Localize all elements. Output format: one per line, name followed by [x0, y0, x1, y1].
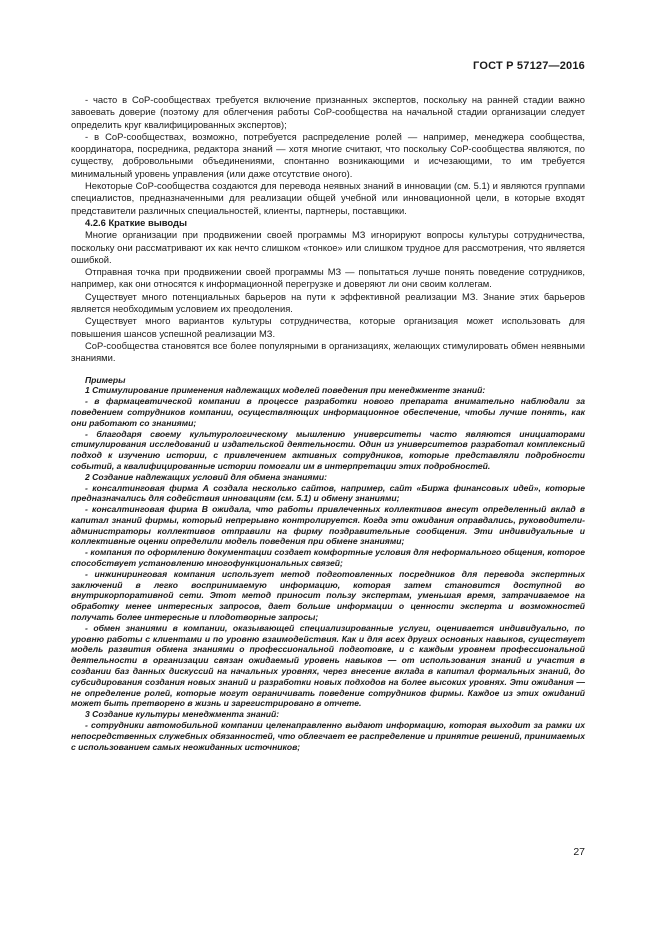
paragraph: Отправная точка при продвижении своей программы МЗ — попытаться лучше понять поведение сотрудников, например, как они относятся к информационной перегрузке и доверяют ли они своим коллегам. [71, 266, 585, 290]
example-item: - благодаря своему культурологическому мышлению университеты часто являются инициаторами стимулирования исследований и издательской деятельности. Один из университетов разработал комплексный подход к изучению истории, с привлечением активных сотрудников, которые представляли подробности событий, а квалифицированные истории помогали им в интерпретации этих подробностей. [71, 428, 585, 471]
examples-title: Примеры [85, 374, 126, 385]
example-item: - сотрудники автомобильной компании целенаправленно выдают информацию, которая выходит за рамки их непосредственных служебных обязанностей, что облегчает ее распределение и принятие решений, принимаемых с использованием самых неожиданных источников; [71, 720, 585, 752]
example-item: - компания по оформлению документации создает комфортные условия для неформального общения, которое способствует установлению многофункциональных связей; [71, 547, 585, 569]
example-item: - консалтинговая фирма А создала несколько сайтов, например, сайт «Биржа финансовых идей», которые предназначались для содействия инновациям (см. 5.1) и обмену знаниями; [71, 482, 585, 504]
paragraph: Многие организации при продвижении своей программы МЗ игнорируют вопросы культуры сотрудничества, поскольку они рассматривают их как нечто слишком «тонкое» или слишком трудное для рассмотрения, что является ошибкой. [71, 229, 585, 265]
example-item: - обмен знаниями в компании, оказывающей специализированные услуги, оценивается индивидуально, по уровню работы с клиентами и по уровню взаимодействия. Как и для всех других основных навыков, существует модель развития обмена знаниями о профессиональной подготовке, и с каждым уровнем профессиональной деятельности в организации связан ожидаемый уровень навыков — от использования знаний и участия в создании баз данных дискуссий на начальных уровнях, через внесение вклада в капитал формальных знаний, до субсидирования создания новых знаний и разработки новых подходов на более высоких уровнях. Эти ожидания — не определение ролей, которые могут ограничивать поведение сотрудников фирмы. Каждое из этих ожиданий может быть претворено в жизнь и зарегистрировано в отчете. [71, 622, 585, 709]
example-heading: 2 Создание надлежащих условий для обмена знаниями: [85, 471, 327, 482]
paragraph: - часто в CoP-сообществах требуется включение признанных экспертов, поскольку на ранней стадии важно завоевать доверие (поэтому для облегчения работы CoP-сообщества на начальной стадии организации следует определить круг квалифицированных экспертов); [71, 94, 585, 130]
example-heading: 3 Создание культуры менеджмента знаний: [85, 709, 280, 720]
paragraph: Существует много потенциальных барьеров на пути к эффективной реализации МЗ. Знание этих барьеров является необходимым условием их преодоления. [71, 290, 585, 315]
standard-header: ГОСТ Р 57127—2016 [473, 60, 585, 72]
example-item: - инжиниринговая компания использует метод подготовленных посредников для перевода экспертных заключений в легко воспринимаемую информацию, которая затем становится доступной во внутрикорпоративной сети. Этот метод приносит пользу экспертам, уменьшая время, затрачиваемое на обработку менее интересных запросов, дает больше информации о ценности эксперта и возможностей получать более интересные и плодотворные запросы; [71, 568, 585, 623]
paragraph: Существует много вариантов культуры сотрудничества, которые организация может использовать для повышения шансов успешной реализации МЗ. [71, 315, 585, 339]
example-item: - консалтинговая фирма В ожидала, что работы привлеченных коллективов внесут определенный вклад в капитал знаний фирмы, который непрерывно контролируется. Когда эти ожидания оправдались, руководители-администраторы коллективов отправили на фирму поздравительные сообщения. Эти индивидуальные и коллективные оценки определили модель поведения при обмене знаниями; [71, 504, 585, 547]
example-heading: 1 Стимулирование применения надлежащих моделей поведения при менеджменте знаний: [85, 385, 486, 396]
section-heading: 4.2.6 Краткие выводы [85, 216, 187, 228]
example-item: - в фармацевтической компании в процессе разработки нового препарата внимательно наблюдали за поведением сотрудников компании, осуществляющих информационное обеспечение, чтобы лучше понять, как они работают со знаниями; [71, 396, 585, 428]
document-body [71, 94, 585, 752]
paragraph: Некоторые CoP-сообщества создаются для перевода неявных знаний в инновации (см. 5.1) и являются группами специалистов, предназначенными для реализации общей учебной или инновационной цели, в которые входят представители различных специальностей, клиенты, партнеры, поставщики. [71, 180, 585, 216]
examples-block [71, 375, 585, 753]
page-number: 27 [573, 846, 585, 858]
paragraph: - в CoP-сообществах, возможно, потребуется распределение ролей — например, менеджера сообщества, координатора, посредника, редактора знаний — хотя многие считают, что поскольку CoP-сообщества являются, по существу, добровольными объединениями, спонтанно возникающими и исчезающими, то им требуется минимальный уровень управления (или даже отсутствие оного). [71, 130, 585, 179]
paragraph: CoP-сообщества становятся все более популярными в организациях, желающих стимулировать обмен неявными знаниями. [71, 339, 585, 364]
